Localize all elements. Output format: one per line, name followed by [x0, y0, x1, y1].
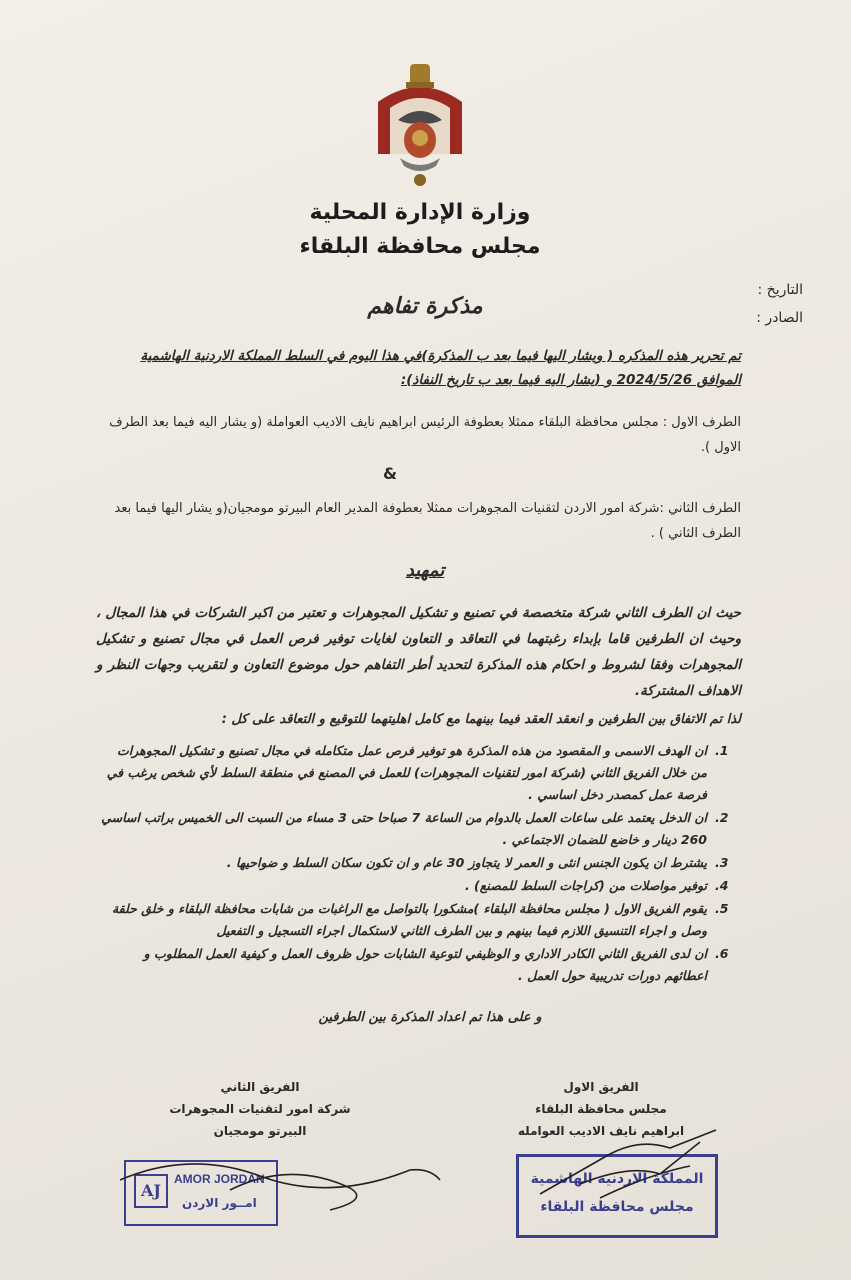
signatory-org: مجلس محافظة البلقاء	[535, 1102, 667, 1116]
agreement-statement: لذا تم الاتفاق بين الطرفين و انعقد العقد فيما بينهما مع كامل اهليتهما للتوقيع و التعاقد على كل :	[221, 712, 741, 727]
clause-number: 1.	[715, 743, 729, 758]
ministry-name: وزارة الإدارة المحلية	[309, 200, 531, 225]
signatory-org: شركة امور لتقنيات المجوهرات	[169, 1102, 351, 1116]
signatory-role: الفريق الاول	[563, 1080, 639, 1094]
council-name: مجلس محافظة البلقاء	[299, 234, 541, 259]
preamble-heading: تمهيد	[405, 560, 445, 581]
stamp-english-name: AMOR JORDAN	[174, 1172, 265, 1186]
signatory-second-party	[150, 1076, 370, 1142]
date-label: التاريخ :	[757, 282, 803, 298]
signatory-name: ابراهيم نايف الاديب العوامله	[517, 1124, 685, 1138]
clause-item	[101, 943, 741, 987]
intro-paragraph	[111, 344, 741, 392]
clause-item	[101, 898, 741, 942]
stamp-line-1: المملكة الاردنية الهاشمية	[530, 1171, 704, 1187]
ampersand: &	[383, 464, 397, 483]
clauses-list	[101, 740, 741, 988]
clause-text: ان لدى الفريق الثاني الكادر الاداري و الوظيفي لتوعية الشابات حول ظروف العمل و كيفية العمل المطلوب و اعطائهم دورات تدريبية حول العمل .	[143, 946, 707, 983]
document-meta	[756, 276, 803, 332]
clause-number: 2.	[715, 810, 729, 825]
clause-item	[101, 807, 741, 851]
signatory-role: الفريق الثاني	[220, 1080, 300, 1094]
clause-number: 6.	[715, 946, 729, 961]
clause-number: 3.	[715, 855, 729, 870]
signatory-first-party	[501, 1076, 701, 1142]
clause-text: ان الهدف الاسمى و المقصود من هذه المذكرة هو توفير فرص عمل متكامله في مجال تصنيع و تشكيل المجوهرات من خلال الفريق الثاني (شركة امور لتقنيات المجوهرات) للعمل في المصنع في منطقة السلط لأي شخص يرغب في فرصة عمل كمصدر دخل اساسي .	[106, 743, 707, 802]
clause-number: 5.	[715, 901, 729, 916]
company-logo: AJ	[134, 1174, 168, 1208]
party-one: الطرف الاول : مجلس محافظة البلقاء ممثلا بعطوفة الرئيس ابراهيم نايف الاديب العواملة (و يشار اليه فيما بعد الطرف الاول ).	[109, 415, 741, 455]
clause-number: 4.	[715, 878, 729, 893]
intro-line-2: الموافق 2024/5/26 و (يشار اليه فيما بعد ب تاريخ النفاذ):	[400, 372, 741, 388]
clause-text: يقوم الفريق الاول ( مجلس محافظة البلقاء )مشكورا بالتواصل مع الراغبات من شابات محافظة البلقاء و خلق حلقة وصل و اجراء التنسيق اللازم فيما بينهم و بين الطرف الثاني لاستكمال اجراء التسجيل و التفعيل	[111, 901, 707, 938]
signatory-name: البيرتو مومجيان	[213, 1124, 307, 1138]
stamp-arabic-name: امــور الاردن	[182, 1196, 257, 1210]
party-two: الطرف الثاني :شركة امور الاردن لتقنيات المجوهرات ممثلا بعطوفة المدير العام البيرتو مومجيان(و يشار اليها فيما بعد الطرف الثاني ) .	[114, 501, 741, 541]
preamble-text: حيث ان الطرف الثاني شركة متخصصة في تصنيع و تشكيل المجوهرات و تعتبر من اكبر الشركات في هذا المجال ، وحيث ان الطرفين قاما بإبداء رغبتهما في التعاقد و التعاون لغايات توفير فرص العمل في مجال تصنيع و تشكيل المجوهرات وفقا لشروط و احكام هذه المذكرة لتحديد أطر التفاهم حول موضوع التعاون و لتقريب وجهات النظر و الاهداف المشتركة.	[96, 605, 741, 699]
company-stamp	[124, 1160, 278, 1226]
clause-text: توفير مواصلات من (كراجات السلط للمصنع) .	[464, 878, 707, 893]
clause-item	[101, 740, 741, 806]
jordan-coat-of-arms-icon	[370, 62, 470, 190]
reference-label: الصادر :	[756, 310, 803, 326]
council-stamp	[516, 1154, 718, 1238]
stamp-line-2: مجلس محافظة البلقاء	[540, 1199, 694, 1215]
intro-line-1: تم تحرير هذه المذكره ( ويشار اليها فيما بعد ب المذكرة)في هذا اليوم في السلط المملكة الاردنية الهاشمية	[140, 348, 741, 364]
clause-item	[101, 852, 741, 874]
clause-text: يشترط ان يكون الجنس انثى و العمر لا يتجاوز 30 عام و ان تكون سكان السلط و ضواحيها .	[226, 855, 707, 870]
closing-statement: و على هذا تم اعداد المذكرة بين الطرفين	[318, 1010, 542, 1025]
letterhead	[280, 196, 560, 264]
document-title: مذكرة تفاهم	[367, 294, 483, 319]
clause-text: ان الدخل يعتمد على ساعات العمل بالدوام من الساعة 7 صباحا حتى 3 مساء من السبت الى الخميس براتب اساسي 260 دينار و خاضع للضمان الاجتماعي .	[101, 810, 707, 847]
clause-item	[101, 875, 741, 897]
